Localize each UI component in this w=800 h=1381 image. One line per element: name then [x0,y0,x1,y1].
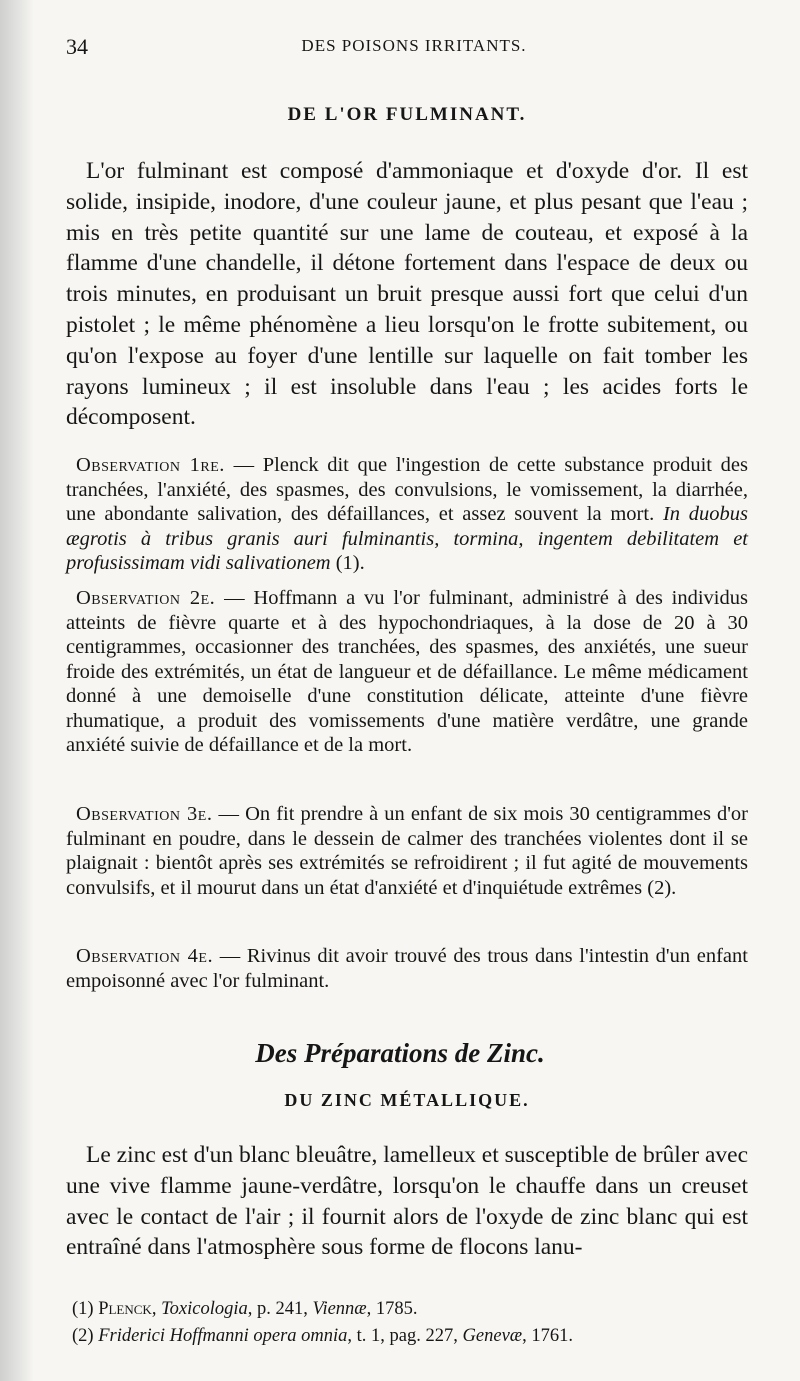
footnote-1-separator: , [151,1299,162,1319]
footnote-1-author: Plenck [98,1299,152,1319]
footnote-1-pages: , p. 241, [247,1299,313,1319]
footnote-1-work: Toxicologia [161,1299,248,1319]
observation-2-text: — Hoffmann a vu l'or fulminant, administré à des individus atteints de fièvre quarte et à des hypochondriaques, à la dose de 20 à 30 centigrammes, occasionner des tranchées, des spasmes, des anxiétés, une sueur froide des extrémités, un état de langueur et de défaillance. Le même médicament donné à une demoiselle d'une constitution délicate, atteinte d'une fièvre rhumatique, a produit des vomissements d'une matière verdâtre, une grande anxiété suivie de défaillance et de la mort. [66,587,748,756]
observation-4-text: — Rivinus dit avoir trouvé des trous dans l'intestin d'un enfant empoisonné avec l'or fulminant. [66,945,748,992]
footnote-2-year: , 1761. [522,1326,573,1346]
observation-3-text: — On fit prendre à un enfant de six mois 30 centigrammes d'or fulminant en poudre, dans le dessein de calmer des tranchées violentes dont il se plaignait : bientôt après ses extrémités se refroidirent ; il fut agité de mouvements convulsifs, et il mourut dans un état d'anxiété et d'inquiétude extrêmes (2). [66,803,748,899]
footnote-1-marker: (1) [72,1299,99,1319]
zinc-description: Le zinc est d'un blanc bleuâtre, lamelleux et susceptible de brûler avec une vive flamme jaune-verdâtre, lorsqu'on le chauffe dans un creuset avec le contact de l'air ; il fournit alors de l'oxyde de zinc blanc qui est entraîné dans l'atmosphère sous forme de flocons lanu- [66,1142,748,1261]
footnote-1-year: , 1785. [366,1299,418,1319]
observation-3 [66,802,748,900]
section-title-zinc-metallique: DU ZINC MÉTALLIQUE. [284,1090,530,1110]
observation-1 [66,453,748,576]
observation-1-footnote-ref: (1). [330,552,365,574]
observation-4 [66,944,748,993]
observation-1-label: Observation 1re. [76,454,225,476]
footnote-2-pages: , t. 1, pag. 227, [347,1326,463,1346]
running-title: DES POISONS IRRITANTS. [301,36,527,55]
footnote-2-work: Friderici Hoffmanni opera omnia [98,1326,348,1346]
footnote-1-place: Viennæ [312,1299,367,1319]
observation-1-latin-quote: In duobus ægrotis à tribus granis auri fulminantis, tormina, ingentem debilitatem et profusissimam vidi salivationem [66,503,749,574]
footnotes [72,1296,732,1350]
section2-title-wrap [66,1090,748,1120]
page-header [66,34,762,64]
footnote-2 [72,1323,732,1350]
observation-2-label: Observation 2e. [76,587,216,609]
footnote-1 [72,1296,732,1323]
page-number: 34 [66,34,88,59]
observation-2 [66,586,748,758]
footnote-2-place: Genevæ [462,1326,523,1346]
section-title-or-fulminant: DE L'OR FULMINANT. [287,104,527,125]
section1-title-wrap [66,104,748,134]
chapter-title-zinc: Des Préparations de Zinc. [255,1038,545,1068]
or-fulminant-description: L'or fulminant est composé d'ammoniaque et d'oxyde d'or. Il est solide, insipide, inodore, d'une couleur jaune, et plus pesant que l'eau ; mis en très petite quantité sur une lame de couteau, et exposé à la flamme d'une chandelle, il détone fortement dans l'espace de deux ou trois minutes, en produisant un bruit presque aussi fort que celui d'un pistolet ; le même phénomène a lieu lorsqu'on le frotte subitement, ou qu'on l'expose au foyer d'une lentille sur laquelle on fait tomber les rayons lumineux ; il est insoluble dans l'eau ; les acides forts le décomposent. [66,158,748,431]
observation-1-text: — Plenck dit que l'ingestion de cette substance produit des tranchées, l'anxiété, des spasmes, des convulsions, le vomissement, la diarrhée, une abondante salivation, des défaillances, et assez souvent la mort. [66,454,748,525]
observation-3-label: Observation 3e. [76,803,213,825]
footnote-2-marker: (2) [72,1326,99,1346]
observation-4-label: Observation 4e. [76,945,214,967]
